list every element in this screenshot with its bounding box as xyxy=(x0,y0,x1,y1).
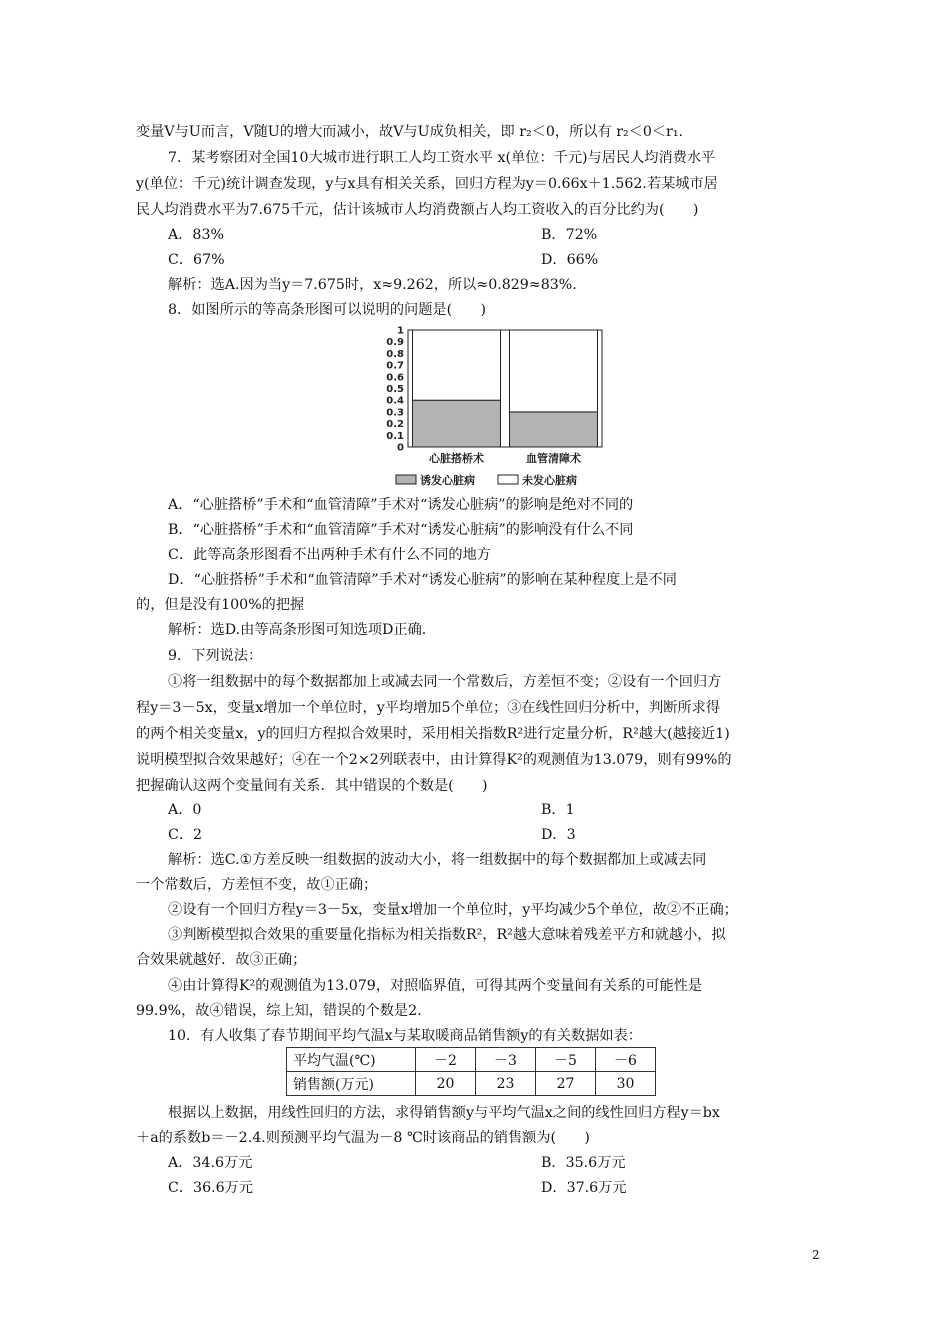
q7-stem-line-2: y(单位：千元)统计调查发现，y与x具有相关关系，回归方程为y＝0.66x＋1.562.若某城市居 xyxy=(136,176,718,192)
y-tick-label: 0.3 xyxy=(386,407,404,419)
bar-segment-induced xyxy=(510,412,598,447)
q9-stem-line-4: 说明模型拟合效果越好；④在一个2×2列联表中，由计算得K²的观测值为13.079，则有99%的 xyxy=(136,752,732,768)
q10-option-a: A．34.6万元 xyxy=(168,1155,253,1171)
y-tick-label: 0.8 xyxy=(386,348,404,360)
q9-option-b: B．1 xyxy=(541,802,575,818)
y-tick-label: 1 xyxy=(397,325,404,337)
q10-stem: 10．有人收集了春节期间平均气温x与某取暖商品销售额y的有关数据如表： xyxy=(168,1028,642,1044)
q9-option-a: A．0 xyxy=(168,802,202,818)
table-row xyxy=(287,1048,656,1072)
q7-option-d: D．66% xyxy=(541,252,599,268)
table-cell: 销售额(万元) xyxy=(287,1072,416,1096)
q8-option-c: C．此等高条形图看不出两种手术有什么不同的地方 xyxy=(168,547,491,563)
bar-segment-not-induced xyxy=(510,330,598,412)
x-tick-label: 血管清障术 xyxy=(526,452,581,465)
q10-option-d: D．37.6万元 xyxy=(541,1180,627,1196)
y-tick-label: 0.7 xyxy=(386,360,404,372)
y-tick-label: 0.1 xyxy=(386,430,404,442)
table-cell: 20 xyxy=(416,1072,476,1096)
bar-segment-not-induced xyxy=(413,330,501,400)
table-cell: －5 xyxy=(536,1048,596,1072)
table-cell: －6 xyxy=(596,1048,656,1072)
q8-analysis: 解析：选D.由等高条形图可知选项D正确. xyxy=(168,622,427,638)
q9-analysis-line-4: ③判断模型拟合效果的重要量化指标为相关指数R²，R²越大意味着残差平方和就越小，拟 xyxy=(168,927,726,943)
q9-stem-line-5: 把握确认这两个变量间有关系．其中错误的个数是( ) xyxy=(136,778,488,794)
page-number: 2 xyxy=(812,1248,820,1262)
legend-label: 未发心脏病 xyxy=(522,474,577,487)
q10-text-line-1: 根据以上数据，用线性回归的方法，求得销售额y与平均气温x之间的线性回归方程y＝bx xyxy=(168,1105,720,1121)
table-cell: －2 xyxy=(416,1048,476,1072)
table-cell: 平均气温(℃) xyxy=(287,1048,416,1072)
stacked-bar-chart xyxy=(368,320,618,492)
table-row xyxy=(287,1072,656,1096)
q10-text-line-2: ＋a的系数b＝－2.4.则预测平均气温为－8 ℃时该商品的销售额为( ) xyxy=(136,1130,590,1146)
y-tick-label: 0.4 xyxy=(386,395,404,407)
x-tick-label: 心脏搭桥术 xyxy=(429,452,484,465)
q9-analysis-line-2: 一个常数后，方差恒不变，故①正确； xyxy=(136,877,378,893)
table-cell: 27 xyxy=(536,1072,596,1096)
q8-option-d-continued: 的，但是没有100%的把握 xyxy=(136,597,305,613)
q9-option-d: D．3 xyxy=(541,827,576,843)
data-table xyxy=(286,1047,656,1096)
q9-stem-line-2: 程y＝3－5x，变量x增加一个单位时，y平均增加5个单位；③在线性回归分析中，判断所求得 xyxy=(136,700,721,716)
legend-swatch xyxy=(396,475,416,484)
y-tick-label: 0.9 xyxy=(386,337,404,349)
q7-analysis: 解析：选A.因为当y＝7.675时，x≈9.262，所以≈0.829≈83%. xyxy=(168,277,577,293)
table-cell: 23 xyxy=(476,1072,536,1096)
q8-option-d: D．“心脏搭桥”手术和“血管清障”手术对“诱发心脏病”的影响在某种程度上是不同 xyxy=(168,572,677,588)
q10-option-c: C．36.6万元 xyxy=(168,1180,254,1196)
text-line: 变量V与U而言，V随U的增大而减小，故V与U成负相关，即 r₂＜0，所以有 r₂＜0＜r₁. xyxy=(136,124,684,140)
q9-analysis-line-1: 解析：选C.①方差反映一组数据的波动大小，将一组数据中的每个数据都加上或减去同 xyxy=(168,852,707,868)
q7-stem-line-3: 民人均消费水平为7.675千元，估计该城市人均消费额占人均工资收入的百分比约为( ) xyxy=(136,202,699,218)
table-cell: －3 xyxy=(476,1048,536,1072)
q7-stem-line-1: 7．某考察团对全国10大城市进行职工人均工资水平 x(单位：千元)与居民人均消费水平 xyxy=(168,150,716,166)
y-tick-label: 0 xyxy=(397,442,404,454)
q9-option-c: C．2 xyxy=(168,827,203,843)
q9-stem-line-3: 的两个相关变量x，y的回归方程拟合效果时，采用相关指数R²进行定量分析，R²越大(越接近1) xyxy=(136,726,730,742)
q9-stem: 9．下列说法： xyxy=(168,648,263,664)
q7-option-a: A．83% xyxy=(168,227,224,243)
q9-analysis-line-5: 合效果就越好．故③正确； xyxy=(136,952,307,968)
q10-option-b: B．35.6万元 xyxy=(541,1155,626,1171)
q8-stem: 8．如图所示的等高条形图可以说明的问题是( ) xyxy=(168,302,487,318)
q9-analysis-line-7: 99.9%，故④错误，综上知，错误的个数是2. xyxy=(136,1003,422,1019)
y-tick-label: 0.5 xyxy=(386,384,404,395)
legend-label: 诱发心脏病 xyxy=(420,474,475,487)
y-tick-label: 0.6 xyxy=(386,372,404,384)
q9-analysis-line-3: ②设有一个回归方程y＝3－5x，变量x增加一个单位时，y平均减少5个单位，故②不正确； xyxy=(168,902,738,918)
q7-option-c: C．67% xyxy=(168,252,225,268)
q7-option-b: B．72% xyxy=(541,227,598,243)
q9-analysis-line-6: ④由计算得K²的观测值为13.079，对照临界值，可得其两个变量间有关系的可能性是 xyxy=(168,978,703,994)
q9-stem-line-1: ①将一组数据中的每个数据都加上或减去同一个常数后，方差恒不变；②设有一个回归方 xyxy=(168,674,722,690)
table-cell: 30 xyxy=(596,1072,656,1096)
bar-segment-induced xyxy=(413,400,501,447)
legend-swatch xyxy=(498,475,518,484)
y-tick-label: 0.2 xyxy=(386,419,404,431)
q8-option-b: B．“心脏搭桥”手术和“血管清障”手术对“诱发心脏病”的影响没有什么不同 xyxy=(168,522,634,538)
q8-option-a: A．“心脏搭桥”手术和“血管清障”手术对“诱发心脏病”的影响是绝对不同的 xyxy=(168,497,634,513)
